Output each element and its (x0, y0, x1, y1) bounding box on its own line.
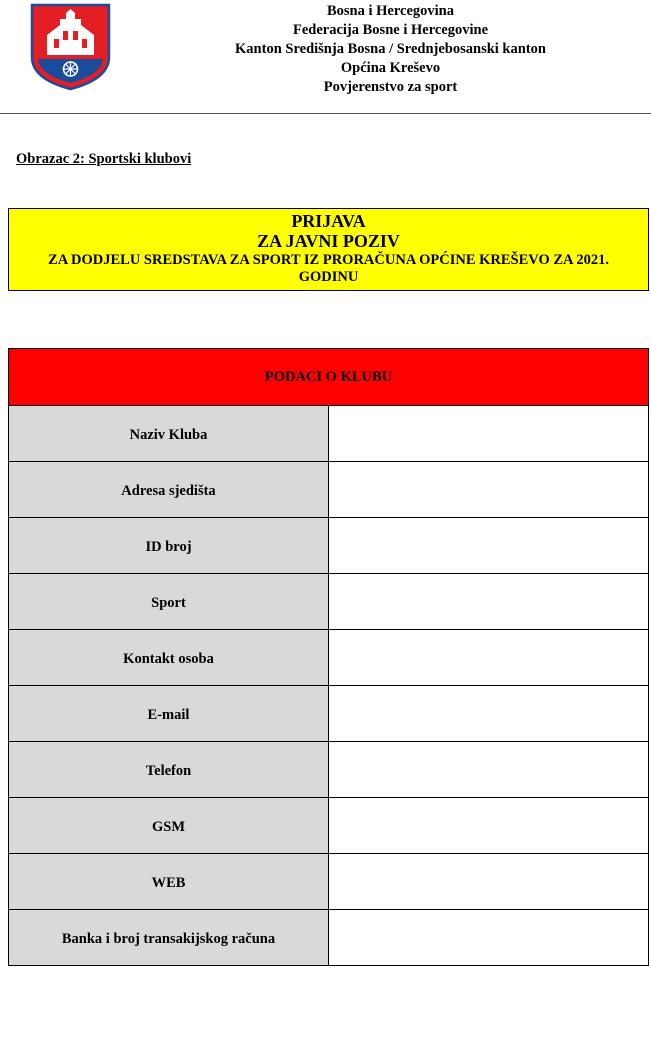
row-label-id-number: ID broj (9, 518, 329, 574)
club-name-field[interactable] (329, 406, 649, 462)
table-row (9, 854, 649, 910)
club-data-table (8, 348, 649, 966)
table-header-row (9, 349, 649, 406)
row-label-phone: Telefon (9, 742, 329, 798)
row-label-sport: Sport (9, 574, 329, 630)
title-line-3: ZA DODJELU SREDSTAVA ZA SPORT IZ PRORAČUNA OPĆINE KREŠEVO ZA 2021. GODINU (48, 252, 609, 285)
row-label-contact-person: Kontakt osoba (9, 630, 329, 686)
row-label-bank-account: Banka i broj transakijskog računa (9, 910, 329, 966)
title-line-1: PRIJAVA (291, 211, 366, 231)
table-row (9, 574, 649, 630)
table-row (9, 518, 649, 574)
address-field[interactable] (329, 462, 649, 518)
letterhead-line-canton: Kanton Središnja Bosna / Srednjebosanski kanton (235, 41, 546, 57)
header-divider (0, 113, 651, 114)
id-number-field[interactable] (329, 518, 649, 574)
municipality-crest-icon (30, 3, 111, 91)
table-row (9, 686, 649, 742)
web-field[interactable] (329, 854, 649, 910)
letterhead-line-federation: Federacija Bosne i Hercegovine (292, 22, 489, 38)
letterhead (130, 2, 651, 97)
table-row (9, 462, 649, 518)
sport-field[interactable] (329, 574, 649, 630)
contact-person-field[interactable] (329, 630, 649, 686)
table-heading: PODACI O KLUBU (9, 349, 649, 406)
table-row (9, 406, 649, 462)
row-label-email: E-mail (9, 686, 329, 742)
row-label-club-name: Naziv Kluba (9, 406, 329, 462)
letterhead-line-country: Bosna i Hercegovina (326, 3, 454, 19)
table-row (9, 630, 649, 686)
title-line-2: ZA JAVNI POZIV (257, 231, 400, 251)
row-label-address: Adresa sjedišta (9, 462, 329, 518)
bank-account-field[interactable] (329, 910, 649, 966)
table-row (9, 742, 649, 798)
gsm-field[interactable] (329, 798, 649, 854)
row-label-web: WEB (9, 854, 329, 910)
letterhead-line-municipality: Općina Kreševo (340, 60, 441, 76)
email-field[interactable] (329, 686, 649, 742)
phone-field[interactable] (329, 742, 649, 798)
form-label: Obrazac 2: Sportski klubovi (16, 151, 192, 167)
table-row (9, 798, 649, 854)
letterhead-line-committee: Povjerenstvo za sport (323, 79, 458, 95)
row-label-gsm: GSM (9, 798, 329, 854)
title-box (8, 208, 649, 291)
table-row (9, 910, 649, 966)
